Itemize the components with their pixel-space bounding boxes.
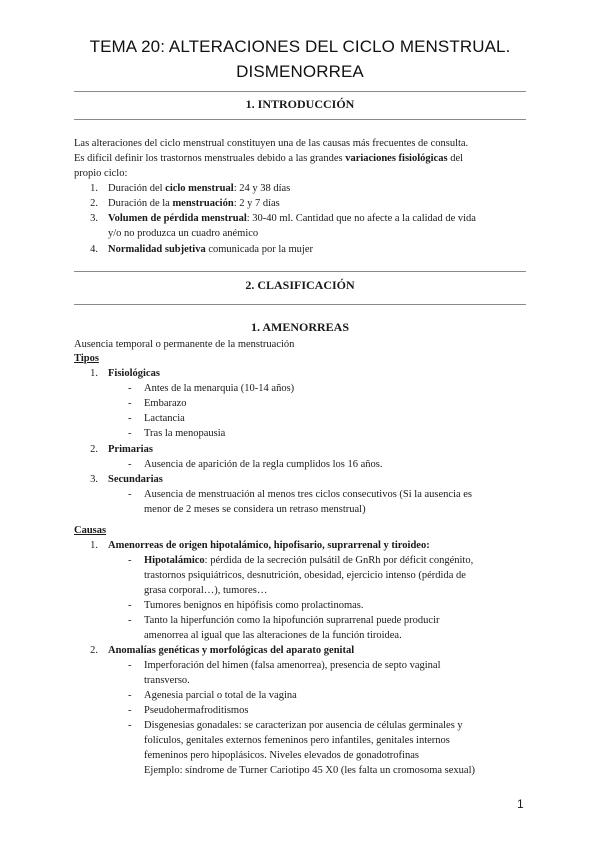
- causas-label: Causas: [74, 525, 107, 536]
- section-heading-introduccion: 1. INTRODUCCIÓN: [245, 97, 355, 111]
- dash-bullet: -: [128, 489, 132, 500]
- dash-bullet: -: [128, 413, 132, 424]
- section-heading-clasificacion: 2. CLASIFICACIÓN: [245, 278, 355, 292]
- list-number: 2.: [90, 645, 98, 656]
- intro-paragraph-line: Las alteraciones del ciclo menstrual constituyen una de las causas más frecuentes de consulta.: [74, 138, 469, 149]
- bullet-item: Tumores benignos en hipófisis como prolactinomas.: [144, 600, 364, 611]
- list-item-continuation: y/o no produzca un cuadro anémico: [108, 228, 259, 239]
- bullet-item: Antes de la menarquia (10-14 años): [144, 383, 295, 394]
- divider: [74, 304, 526, 305]
- bullet-item-continuation: menor de 2 meses se considera un retraso menstrual): [144, 504, 366, 515]
- tipo-fisiologicas: Fisiológicas: [108, 368, 160, 379]
- intro-paragraph-line: Es difícil definir los trastornos menstruales debido a las grandes variaciones fisiológicas del: [74, 153, 464, 164]
- dash-bullet: -: [128, 690, 132, 701]
- bullet-item: Tanto la hiperfunción como la hipofunción suprarrenal puede producir: [144, 615, 440, 626]
- tipo-secundarias: Secundarias: [108, 474, 163, 485]
- list-item: Volumen de pérdida menstrual: 30-40 ml. Cantidad que no afecte a la calidad de vida: [108, 213, 476, 224]
- list-number: 2.: [90, 444, 98, 455]
- bullet-item-continuation: trastornos psiquiátricos, desnutrición, obesidad, ejercicio intenso (pérdida de: [144, 570, 466, 581]
- tipos-label: Tipos: [74, 353, 99, 364]
- list-number: 2.: [90, 198, 98, 209]
- bullet-item-continuation: amenorrea al igual que las alteraciones de la función tiroidea.: [144, 630, 402, 641]
- dash-bullet: -: [128, 705, 132, 716]
- dash-bullet: -: [128, 600, 132, 611]
- list-number: 3.: [90, 474, 98, 485]
- definition-text: Ausencia temporal o permanente de la menstruación: [74, 339, 295, 350]
- divider: [74, 271, 526, 272]
- page-number: 1: [517, 797, 524, 811]
- bullet-item: Ausencia de menstruación al menos tres ciclos consecutivos (Si la ausencia es: [144, 489, 473, 500]
- dash-bullet: -: [128, 398, 132, 409]
- list-number: 3.: [90, 213, 98, 224]
- bullet-item: Imperforación del himen (falsa amenorrea), presencia de septo vaginal: [144, 660, 441, 671]
- bullet-item-continuation: transverso.: [144, 675, 190, 686]
- bullet-item-continuation: Ejemplo: síndrome de Turner Cariotipo 45 X0 (les falta un cromosoma sexual): [144, 765, 475, 776]
- causa-2-heading: Anomalías genéticas y morfológicas del aparato genital: [108, 645, 355, 656]
- bullet-item: Hipotalámico: pérdida de la secreción pulsátil de GnRh por déficit congénito,: [144, 555, 474, 566]
- intro-paragraph-line: propio ciclo:: [74, 168, 128, 179]
- bullet-item: Disgenesias gonadales: se caracterizan por ausencia de células germinales y: [144, 720, 463, 731]
- list-number: 1.: [90, 183, 98, 194]
- bullet-item: Pseudohermafroditismos: [144, 705, 249, 716]
- divider: [74, 91, 526, 92]
- bullet-item: Agenesia parcial o total de la vagina: [144, 690, 297, 701]
- document-title-line1: TEMA 20: ALTERACIONES DEL CICLO MENSTRUAL.: [89, 37, 511, 56]
- dash-bullet: -: [128, 615, 132, 626]
- dash-bullet: -: [128, 555, 132, 566]
- bullet-item: Lactancia: [144, 413, 185, 424]
- bullet-item: Ausencia de aparición de la regla cumplidos los 16 años.: [144, 459, 383, 470]
- causa-1-heading: Amenorreas de origen hipotalámico, hipofisario, suprarrenal y tiroideo:: [108, 540, 430, 551]
- subsection-heading-amenorreas: 1. AMENORREAS: [250, 320, 349, 334]
- list-item: Duración de la menstruación: 2 y 7 días: [108, 198, 280, 209]
- document-title-line2: DISMENORREA: [236, 62, 364, 81]
- list-number: 1.: [90, 368, 98, 379]
- divider: [74, 119, 526, 120]
- dash-bullet: -: [128, 428, 132, 439]
- bullet-item-continuation: grasa corporal…), tumores…: [144, 585, 268, 596]
- bullet-item: Embarazo: [144, 398, 187, 409]
- list-number: 4.: [90, 244, 98, 255]
- list-item: Duración del ciclo menstrual: 24 y 38 días: [108, 183, 291, 194]
- dash-bullet: -: [128, 383, 132, 394]
- bullet-item-continuation: femeninos pero hipoplásicos. Niveles elevados de gonadotrofinas: [144, 750, 419, 761]
- bullet-item-continuation: folículos, genitales externos femeninos pero infantiles, genitales internos: [144, 735, 450, 746]
- bullet-item: Tras la menopausia: [144, 428, 226, 439]
- list-item: Normalidad subjetiva comunicada por la mujer: [108, 244, 314, 255]
- list-number: 1.: [90, 540, 98, 551]
- dash-bullet: -: [128, 459, 132, 470]
- dash-bullet: -: [128, 720, 132, 731]
- dash-bullet: -: [128, 660, 132, 671]
- tipo-primarias: Primarias: [108, 444, 153, 455]
